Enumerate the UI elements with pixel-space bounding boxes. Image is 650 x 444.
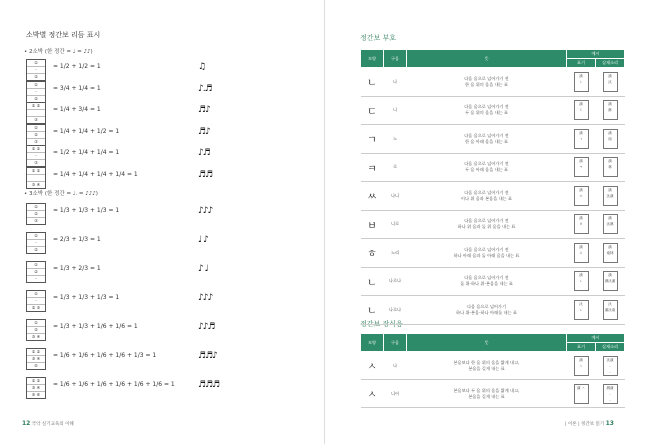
mini-cell: 潢	[608, 73, 612, 78]
symbol-description	[407, 68, 567, 97]
mini-cell: -	[609, 369, 611, 374]
subheading-3-beat: • 3소박 (한 정간 = ♩. = ♪♪♪)	[24, 191, 98, 197]
example-cell	[567, 267, 596, 296]
symbol-name: 로	[384, 153, 407, 182]
mini-jeonggan	[603, 72, 618, 92]
example-cell	[596, 182, 625, 211]
mini-cell: 潢	[608, 216, 612, 221]
mini-cell: -	[609, 391, 611, 396]
mini-cell: 潢	[579, 216, 583, 221]
mini-cell: 潢	[579, 130, 583, 135]
box-cell: ① ②	[27, 146, 45, 153]
mini-cell: ㅋ	[579, 165, 583, 170]
mini-jeonggan	[574, 100, 589, 120]
mini-cell: 汰淋	[606, 222, 614, 227]
mini-cell: 潢	[608, 130, 612, 135]
example-cell	[596, 210, 625, 239]
jeonggan-box	[26, 290, 46, 312]
mini-cell: 汰	[608, 301, 612, 306]
mini-cell: ㅂ	[579, 222, 583, 227]
fraction-formula: = 2/3 + 1/3 = 1	[53, 236, 101, 243]
mini-cell: 潢	[579, 102, 583, 107]
jeonggan-box	[26, 348, 46, 370]
col-header: 실제소리	[596, 59, 625, 68]
col-header: 모양	[361, 50, 384, 68]
mini-cell: 淋潢	[606, 385, 614, 390]
subheading-2-beat: • 2소박 (한 정간 = ♩ = ♪♪)	[24, 49, 93, 55]
symbol-mark: ㅋ	[361, 153, 384, 182]
mini-cell: 潢	[579, 357, 583, 362]
description-line: 다음 음으로 넘어가기 전	[464, 275, 509, 281]
box-cell: ⑤	[34, 363, 38, 368]
table-row	[361, 239, 625, 268]
jeonggan-box	[26, 124, 46, 146]
mini-cell: ㅆ	[579, 193, 583, 198]
rhythm-notation: ♫	[198, 62, 206, 72]
table-row	[361, 210, 625, 239]
example-cell	[596, 125, 625, 154]
chapter-label: | 이론 | 정간보 읽기	[565, 422, 605, 427]
mini-cell: 潢	[579, 159, 583, 164]
mini-cell: 潢汰南	[604, 307, 616, 312]
section-title: 소박별 정간보 리듬 표시	[26, 31, 101, 39]
jeonggan-box	[26, 203, 46, 225]
jeonggan-box	[26, 81, 46, 103]
rhythm-notation: ♪♪♬	[198, 322, 215, 332]
description-line: 다음 음으로 넘어가기 전	[464, 218, 509, 224]
box-cell: -	[27, 153, 45, 160]
rhythm-row	[26, 232, 316, 250]
jeonggan-box	[26, 102, 46, 124]
symbol-name: 나로나	[384, 296, 407, 325]
description-line: 두 음 위의 음을 내는 표	[464, 110, 509, 116]
box-cell: ③ ④	[27, 356, 45, 363]
example-cell	[567, 182, 596, 211]
mini-cell: ㅅ	[579, 363, 583, 368]
table-row	[361, 68, 625, 97]
table-row	[361, 125, 625, 154]
example-cell	[596, 239, 625, 268]
mini-jeonggan	[603, 243, 618, 263]
right-page	[325, 0, 650, 444]
symbol-mark: ㅂ	[361, 210, 384, 239]
box-cell: ②	[34, 95, 38, 101]
description-line: 다음 음으로 넘어가기 전	[464, 132, 509, 138]
rhythm-notation: ♬♪	[198, 105, 210, 115]
symbol-mark: ㄱ	[361, 125, 384, 154]
symbol-name: 니로	[384, 210, 407, 239]
box-cell: ③	[34, 138, 38, 144]
rhythm-notation: ♪.♬	[198, 83, 212, 94]
mini-cell: 潢	[608, 187, 612, 192]
table-row	[361, 380, 625, 408]
mini-cell: 汰潢	[606, 357, 614, 362]
box-cell: ①	[27, 291, 45, 298]
box-cell: ③	[34, 160, 38, 165]
mini-jeonggan	[603, 100, 618, 120]
mini-jeonggan	[574, 356, 589, 376]
mini-jeonggan	[574, 300, 589, 320]
symbol-mark: ㅅ	[361, 380, 384, 408]
mini-cell: 潢	[579, 273, 583, 278]
description-line: 본음을 길게 내는 표	[468, 365, 505, 371]
symbol-mark: ㄴ	[361, 267, 384, 296]
symbol-name: 나로나	[384, 267, 407, 296]
example-cell	[567, 380, 596, 408]
mini-cell: ㄴ	[579, 279, 583, 284]
fraction-formula: = 1/4 + 1/4 + 1/2 = 1	[53, 127, 120, 135]
mini-jeonggan	[603, 157, 618, 177]
fraction-formula: = 1/4 + 3/4 = 1	[53, 106, 101, 113]
symbol-description	[407, 296, 567, 325]
col-header: 표기	[567, 343, 596, 352]
box-cell: ②	[27, 269, 45, 276]
rhythm-row	[26, 124, 316, 142]
table-row	[361, 352, 625, 380]
example-cell	[596, 96, 625, 125]
description-line: 하나 위-본음-하나 아래를 내는 표	[456, 309, 517, 315]
jeonggan-box	[26, 377, 46, 399]
rhythm-row	[26, 319, 316, 337]
mini-cell: 潢	[579, 244, 583, 249]
example-cell	[567, 153, 596, 182]
description-line: 두 음 아래 음을 내는 표	[464, 167, 509, 173]
example-cell	[596, 352, 625, 380]
mini-jeonggan	[574, 186, 589, 206]
symbol-table	[360, 49, 625, 325]
rhythm-row	[26, 203, 316, 221]
fraction-formula: = 3/4 + 1/4 = 1	[53, 84, 101, 92]
jeonggan-box	[26, 319, 46, 341]
symbol-table	[360, 333, 625, 408]
symbol-description	[407, 96, 567, 125]
table-row	[361, 267, 625, 296]
rhythm-notation: ♪♬	[198, 148, 210, 158]
rhythm-notation: ♬♬♬	[198, 380, 220, 390]
box-cell: ①	[27, 125, 45, 132]
box-cell: ①	[27, 82, 45, 89]
table-row	[361, 153, 625, 182]
mini-cell: 潢 ㅅ	[577, 385, 585, 390]
example-cell	[596, 153, 625, 182]
symbol-description	[407, 267, 567, 296]
mini-cell: 南林	[606, 250, 614, 255]
mini-jeonggan	[603, 384, 618, 404]
symbol-name: 나니	[384, 182, 407, 211]
page-number: 12	[22, 420, 31, 427]
mini-jeonggan	[574, 243, 589, 263]
rhythm-notation: ♪ ♩	[198, 264, 208, 274]
mini-cell: 淋汰潢	[604, 279, 616, 284]
symbol-name: 나	[384, 352, 407, 380]
mini-cell: 潢	[579, 187, 583, 192]
mini-cell: -	[609, 363, 611, 368]
symbol-mark: ㅎ	[361, 239, 384, 268]
box-cell: ②	[27, 211, 45, 218]
box-cell: ①	[27, 60, 45, 67]
fraction-formula: = 1/2 + 1/4 + 1/4 = 1	[53, 149, 120, 156]
mini-cell: 淋	[608, 108, 612, 113]
symbol-description	[407, 352, 567, 380]
description-line: 다음 음으로 넘어가기 전	[464, 104, 509, 110]
description-line: 한 음 위의 음을 내는 표	[464, 81, 509, 87]
fraction-formula: = 1/6 + 1/6 + 1/6 + 1/6 + 1/6 + 1/6 = 1	[53, 381, 175, 388]
col-header: 실제소리	[596, 343, 625, 352]
box-cell: ③	[34, 218, 38, 223]
example-cell	[567, 296, 596, 325]
description-line: 본음을 길게 내는 표	[468, 393, 505, 399]
table-row	[361, 182, 625, 211]
box-cell: -	[27, 67, 45, 74]
mini-cell: 潢	[608, 159, 612, 164]
footer-left	[22, 420, 74, 427]
rhythm-notation: ♪♪♪	[198, 206, 213, 216]
mini-cell: 汰潢	[606, 193, 614, 198]
rhythm-row	[26, 377, 316, 395]
rhythm-row	[26, 261, 316, 279]
description-line: 다음 음으로 넘어가기 전	[464, 75, 509, 81]
symbol-description	[407, 153, 567, 182]
box-cell: ②	[27, 327, 45, 334]
symbol-name: 노리	[384, 239, 407, 268]
col-header: 표기	[567, 59, 596, 68]
box-cell: ⑤ ⑥	[31, 392, 41, 397]
symbol-description	[407, 182, 567, 211]
footer-right	[565, 420, 614, 427]
mini-jeonggan	[574, 129, 589, 149]
mini-jeonggan	[574, 72, 589, 92]
box-cell	[27, 175, 45, 182]
box-cell: ③ ④	[27, 385, 45, 392]
description-line: 다음 음으로 넘어가기	[466, 303, 507, 309]
col-header: 모양	[361, 334, 384, 352]
description-line: 이나 위 음과 본음을 내는 표	[460, 195, 513, 201]
section-title-symbols: 정간보 부호	[360, 34, 397, 42]
description-line: 다음 음으로 넘어가기 전	[464, 189, 509, 195]
rhythm-notation: ♬♬♪	[198, 351, 217, 361]
box-cell: ①	[27, 204, 45, 211]
mini-cell: 林	[608, 165, 612, 170]
mini-jeonggan	[574, 214, 589, 234]
jeonggan-box	[26, 59, 46, 81]
mini-cell: 汰	[608, 79, 612, 84]
mini-cell: -	[609, 397, 611, 402]
mini-cell: 潢	[608, 273, 612, 278]
example-cell	[596, 380, 625, 408]
box-cell: ①	[27, 233, 45, 240]
symbol-description	[407, 380, 567, 408]
description-line: 본음보다 두 음 위의 음을 짧게 내고,	[453, 387, 520, 393]
rhythm-notation: ♬♪	[198, 126, 210, 137]
description-line: 본음보다 한 음 위의 음을 짧게 내고,	[453, 359, 520, 365]
symbol-description	[407, 125, 567, 154]
symbol-name: 니	[384, 96, 407, 125]
mini-jeonggan	[574, 384, 589, 404]
example-cell	[567, 239, 596, 268]
example-cell	[567, 68, 596, 97]
example-cell	[567, 210, 596, 239]
box-cell: ① ②	[27, 168, 45, 175]
mini-jeonggan	[574, 271, 589, 291]
example-cell	[596, 68, 625, 97]
box-cell: ② ③	[31, 305, 41, 310]
box-cell: ③ ④	[31, 181, 41, 187]
mini-cell: 南	[608, 136, 612, 141]
box-cell: -	[35, 276, 37, 281]
rhythm-notation: ♪♪♪	[198, 293, 213, 303]
col-header: 예시	[567, 50, 625, 59]
box-cell: ②	[27, 132, 45, 139]
col-header: 뜻	[407, 334, 567, 352]
rhythm-row	[26, 167, 316, 185]
box-cell: ②	[34, 74, 38, 79]
box-cell: ① ②	[27, 378, 45, 385]
mini-cell: ㄷ	[579, 108, 583, 113]
mini-cell: ㅎ	[579, 250, 583, 255]
example-cell	[567, 125, 596, 154]
description-line: 다음 음으로 넘어가기 전	[464, 161, 509, 167]
symbol-mark: ㅅ	[361, 352, 384, 380]
rhythm-row	[26, 348, 316, 366]
symbol-mark: ㅆ	[361, 182, 384, 211]
box-cell: ① ②	[27, 349, 45, 356]
col-header: 구음	[384, 50, 407, 68]
rhythm-row	[26, 59, 316, 77]
symbol-name: 나	[384, 68, 407, 97]
symbol-mark: ㄴ	[361, 68, 384, 97]
rhythm-notation: ♩ ♪	[198, 235, 208, 245]
fraction-formula: = 1/3 + 2/3 = 1	[53, 265, 101, 272]
mini-jeonggan	[603, 356, 618, 376]
fraction-formula: = 1/2 + 1/2 = 1	[53, 63, 101, 70]
description-line: 하나 아래 음과 둘 아래 음을 내는 표	[453, 252, 520, 258]
description-line: 한 음 아래 음을 내는 표	[464, 138, 509, 144]
table-row	[361, 296, 625, 325]
book-title: 국악 실기교육의 이해	[31, 422, 74, 427]
rhythm-row	[26, 290, 316, 308]
symbol-mark: ㄴ	[361, 296, 384, 325]
box-cell: ③	[34, 117, 38, 122]
jeonggan-box	[26, 145, 46, 167]
symbol-mark: ㄷ	[361, 96, 384, 125]
mini-cell: ㄴ	[579, 307, 583, 312]
rhythm-notation: ♬♬	[198, 169, 213, 180]
jeonggan-box	[26, 232, 46, 254]
mini-cell: ㄴ	[579, 79, 583, 84]
mini-cell: 潢	[608, 102, 612, 107]
box-cell: ①	[27, 262, 45, 269]
example-cell	[596, 296, 625, 325]
mini-jeonggan	[603, 186, 618, 206]
box-cell: ②	[34, 247, 38, 252]
jeonggan-box	[26, 167, 46, 189]
fraction-formula: = 1/3 + 1/3 + 1/3 = 1	[53, 294, 120, 301]
col-header: 뜻	[407, 50, 567, 68]
symbol-name: 니어	[384, 380, 407, 408]
box-cell	[27, 110, 45, 117]
mini-cell: 汰	[579, 301, 583, 306]
box-cell: ③ ④	[31, 334, 41, 339]
fraction-formula: = 1/3 + 1/3 + 1/6 + 1/6 = 1	[53, 323, 138, 330]
description-line: 하나 위 음과 둘 위 음을 내는 표	[457, 224, 516, 230]
fraction-formula: = 1/4 + 1/4 + 1/4 + 1/4 = 1	[53, 170, 138, 178]
mini-cell: ㄱ	[579, 136, 583, 141]
symbol-description	[407, 210, 567, 239]
box-cell: -	[27, 240, 45, 247]
rhythm-row	[26, 81, 316, 99]
rhythm-row	[26, 145, 316, 163]
example-cell	[567, 96, 596, 125]
section-title-ornaments: 정간보 장식음	[360, 320, 403, 328]
box-cell: ①	[27, 320, 45, 327]
mini-jeonggan	[603, 271, 618, 291]
mini-jeonggan	[603, 300, 618, 320]
box-cell: -	[27, 298, 45, 305]
example-cell	[567, 352, 596, 380]
description-line: 둘 위-하나 위-본음을 내는 표	[460, 281, 513, 287]
mini-jeonggan	[603, 214, 618, 234]
table-row	[361, 96, 625, 125]
box-cell: -	[27, 89, 45, 96]
fraction-formula: = 1/3 + 1/3 + 1/3 = 1	[53, 207, 120, 214]
mini-jeonggan	[603, 129, 618, 149]
box-cell: ① ②	[27, 103, 45, 110]
example-cell	[596, 267, 625, 296]
fraction-formula: = 1/6 + 1/6 + 1/6 + 1/6 + 1/3 = 1	[53, 352, 157, 359]
mini-jeonggan	[574, 157, 589, 177]
symbol-description	[407, 239, 567, 268]
mini-cell: 潢	[579, 73, 583, 78]
page-number: 13	[605, 420, 614, 427]
description-line: 다음 음으로 넘어가기 전	[464, 246, 509, 252]
col-header: 구음	[384, 334, 407, 352]
symbol-name: 노	[384, 125, 407, 154]
rhythm-row	[26, 102, 316, 120]
col-header: 예시	[567, 334, 625, 343]
jeonggan-box	[26, 261, 46, 283]
mini-cell: 潢	[608, 244, 612, 249]
